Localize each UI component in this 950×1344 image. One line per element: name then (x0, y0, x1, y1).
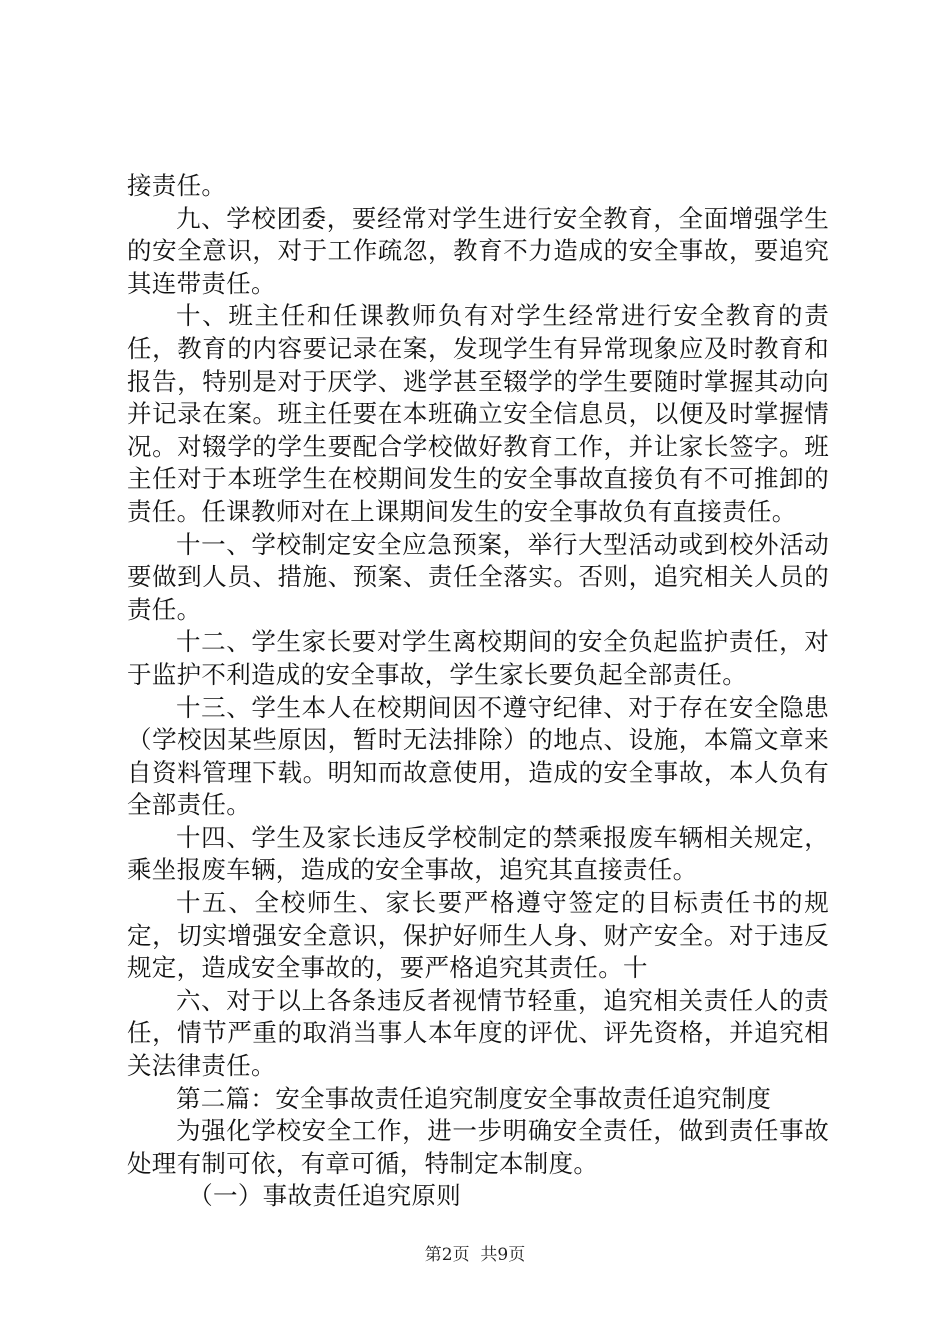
paragraph: 九、学校团委，要经常对学生进行安全教育，全面增强学生的安全意识，对于工作疏忽，教育不力造成的安全事故，要追究其连带责任。 (127, 203, 829, 298)
page-footer (0, 1244, 950, 1266)
paragraph: 十五、全校师生、家长要严格遵守签定的目标责任书的规定，切实增强安全意识，保护好师生人身、财产安全。对于违反规定，造成安全事故的，要严格追究其责任。十 (127, 888, 829, 983)
paragraph: 接责任。 (127, 171, 227, 200)
paragraph: 十二、学生家长要对学生离校期间的安全负起监护责任，对于监护不利造成的安全事故，学生家长要负起全部责任。 (127, 627, 829, 689)
paragraph: 十、班主任和任课教师负有对学生经常进行安全教育的责任，教育的内容要记录在案，发现学生有异常现象应及时教育和报告，特别是对于厌学、逃学甚至辍学的学生要随时掌握其动向并记录在案。班主任要在本班确立安全信息员，以便及时掌握情况。对辍学的学生要配合学校做好教育工作，并让家长签字。班主任对于本班学生在校期间发生的安全事故直接负有不可推卸的责任。任课教师对在上课期间发生的安全事故负有直接责任。 (127, 301, 829, 526)
paragraph: 十三、学生本人在校期间因不遵守纪律、对于存在安全隐患（学校因某些原因，暂时无法排除）的地点、设施，本篇文章来自资料管理下载。明知而故意使用，造成的安全事故，本人负有全部责任。 (127, 692, 829, 820)
section-heading: 第二篇：安全事故责任追究制度安全事故责任追究制度 (176, 1083, 772, 1113)
page-number-label: 第2页 共9页 (424, 1245, 526, 1265)
paragraph: 十四、学生及家长违反学校制定的禁乘报废车辆相关规定，乘坐报废车辆，造成的安全事故，追究其直接责任。 (127, 822, 829, 885)
document-body (127, 170, 829, 1213)
paragraph: 六、对于以上各条违反者视情节轻重，追究相关责任人的责任，情节严重的取消当事人本年度的评优、评先资格，并追究相关法律责任。 (127, 985, 829, 1081)
paragraph: 十一、学校制定安全应急预案，举行大型活动或到校外活动要做到人员、措施、预案、责任全落实。否则，追究相关人员的责任。 (127, 529, 829, 624)
subsection-heading: （一）事故责任追究原则 (188, 1181, 462, 1211)
paragraph: 为强化学校安全工作，进一步明确安全责任，做到责任事故处理有制可依，有章可循，特制定本制度。 (127, 1116, 829, 1178)
